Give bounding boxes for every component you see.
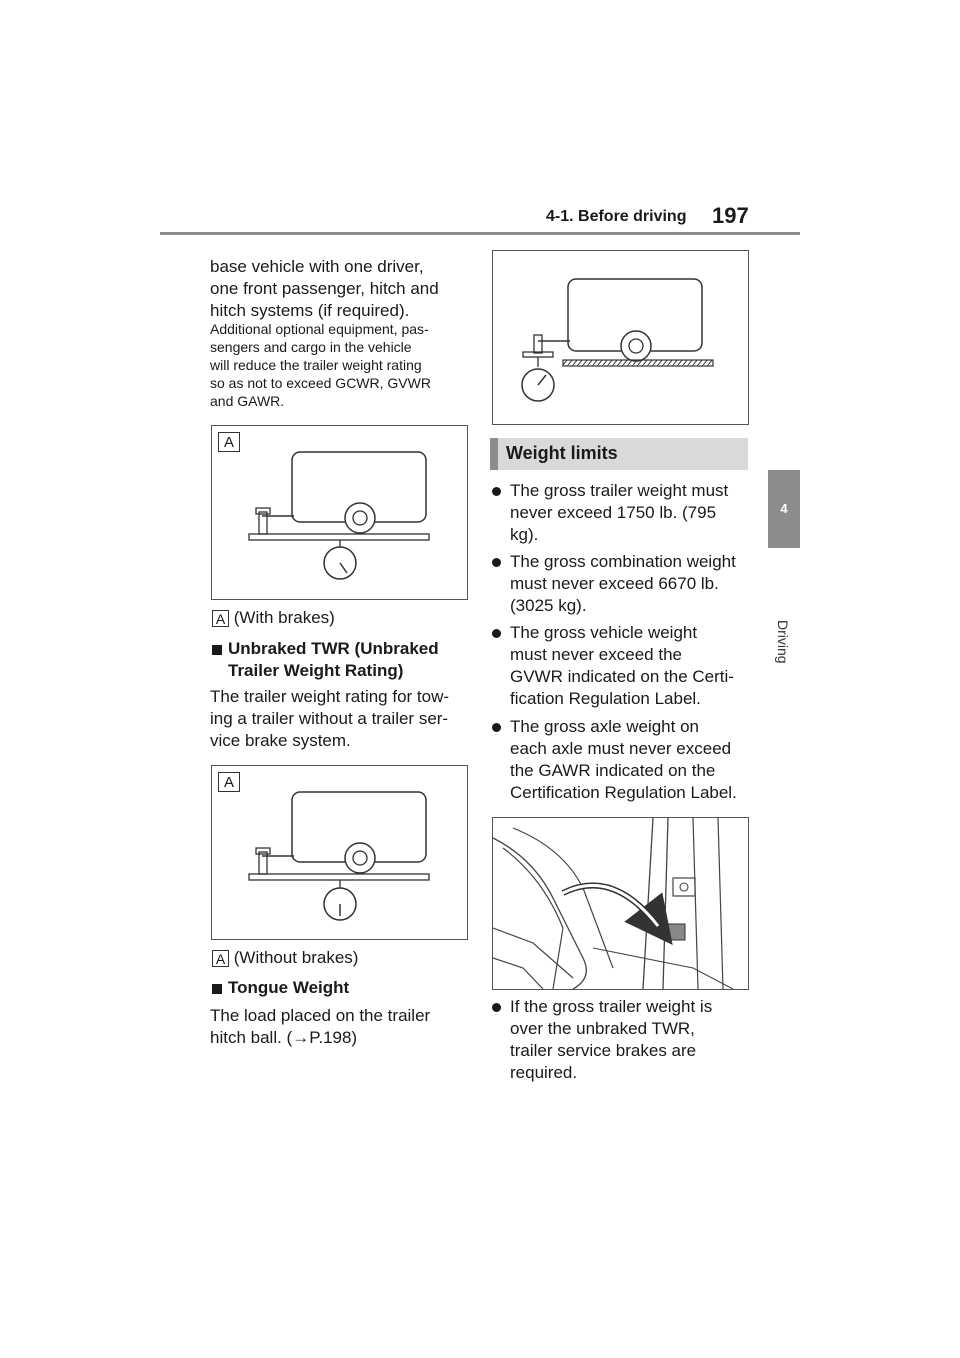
tongue-weight-illustration: [493, 251, 748, 424]
bullet-icon: [492, 1003, 501, 1012]
figure-label-box: A: [218, 432, 240, 452]
bullet-icon: [492, 487, 501, 496]
heading-square-icon: [212, 984, 222, 994]
door-pillar-illustration: [493, 818, 748, 989]
heading-square-icon: [212, 645, 222, 655]
bullet-item: The gross combination weight must never exceed 6670 lb. (3025 kg).: [492, 551, 762, 617]
section-title-bar: [490, 438, 748, 470]
caption-key-box: A: [212, 610, 229, 627]
figure-without-brakes: [211, 765, 468, 940]
caption-key-box: A: [212, 950, 229, 967]
heading-tongue-weight: Tongue Weight: [212, 977, 349, 999]
bullet-icon: [492, 629, 501, 638]
heading-unbraked-twr: Unbraked TWR (Unbraked Trailer Weight Rating): [212, 638, 472, 682]
trailer-without-brakes-illustration: [212, 766, 467, 939]
figure-with-brakes: [211, 425, 468, 600]
bullet-icon: [492, 723, 501, 732]
note-paragraph: Additional optional equipment, pas- sengers and cargo in the vehicle will reduce the trailer weight rating so as not to exceed GCWR, GVWR and GAWR.: [210, 321, 431, 409]
unbraked-twr-paragraph: The trailer weight rating for tow- ing a trailer without a trailer ser- vice brake system.: [210, 687, 450, 750]
caption-with-brakes: A (With brakes): [212, 607, 335, 629]
header-rule: [160, 232, 800, 235]
chapter-label: Driving: [775, 620, 791, 664]
bullet-icon: [492, 558, 501, 567]
bullet-item: The gross vehicle weight must never exceed the GVWR indicated on the Certi- fication Regulation Label.: [492, 622, 762, 710]
section-header: 4-1. Before driving: [546, 208, 687, 225]
caption-without-brakes: A (Without brakes): [212, 947, 358, 969]
figure-label-location: [492, 817, 749, 990]
section-title: Weight limits: [506, 443, 618, 463]
figure-tongue-weight: [492, 250, 749, 425]
figure-label-box: A: [218, 772, 240, 792]
page-number: 197: [712, 203, 749, 228]
bullet-item: The gross axle weight on each axle must never exceed the GAWR indicated on the Certification Regulation Label.: [492, 716, 762, 804]
trailer-with-brakes-illustration: [212, 426, 467, 599]
bullet-item: If the gross trailer weight is over the unbraked TWR, trailer service brakes are required.: [492, 996, 762, 1084]
tongue-weight-paragraph: The load placed on the trailer hitch ball. (→P.198): [210, 1006, 431, 1047]
chapter-tab: 4: [768, 470, 800, 548]
intro-paragraph: base vehicle with one driver, one front passenger, hitch and hitch systems (if required).: [210, 257, 439, 320]
bullet-item: The gross trailer weight must never exceed 1750 lb. (795 kg).: [492, 480, 762, 546]
